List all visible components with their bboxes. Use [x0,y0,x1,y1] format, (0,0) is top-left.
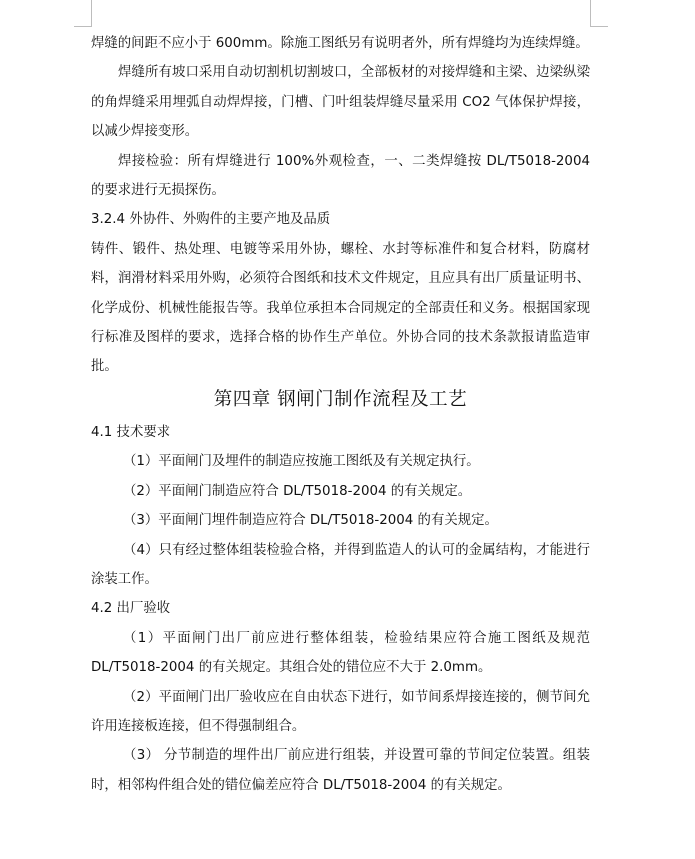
list-item: （1）平面闸门出厂前应进行整体组装，检验结果应符合施工图纸及规范 DL/T5018-2004 的有关规定。其组合处的错位应不大于 2.0mm。 [91,630,590,676]
list-item: （3）平面闸门埋件制造应符合 DL/T5018-2004 的有关规定。 [123,513,498,529]
chapter-title: 第四章 钢闸门制作流程及工艺 [213,388,468,410]
paragraph-weld-spacing: 焊缝的间距不应小于 600mm。除施工图纸另有说明者外，所有焊缝均为连续焊缝。 [91,36,589,51]
section-3-2-4-heading: 3.2.4 外协件、外购件的主要产地及品质 [91,212,331,228]
crop-mark-top-left [74,0,92,27]
crop-mark-top-right [590,0,608,27]
section-4-1-heading: 4.1 技术要求 [91,424,171,440]
list-item: （3） 分节制造的埋件出厂前应进行组装，并设置可靠的节间定位装置。组装时，相邻构件组合处的错位偏差应符合 DL/T5018-2004 的有关规定。 [91,748,590,793]
list-item: （1）平面闸门及埋件的制造应按施工图纸及有关规定执行。 [123,454,480,470]
list-item: （2）平面闸门制造应符合 DL/T5018-2004 的有关规定。 [123,483,472,499]
list-item: （4）只有经过整体组装检验合格，并得到监造人的认可的金属结构，才能进行涂装工作。 [91,542,590,587]
document-body [91,29,590,800]
paragraph-section-3-2-4: 铸件、锻件、热处理、电镀等采用外协，螺栓、水封等标准件和复合材料，防腐材料，润滑材料采用外购，必须符合图纸和技术文件规定，且应具有出厂质量证明书、化学成份、机械性能报告等。我单位承担本合同规定的全部责任和义务。根据国家现行标准及图样的要求，选择合格的协作生产单位。外协合同的技术条款报请监造审批。 [91,241,590,375]
paragraph-weld-bevel: 焊缝所有坡口采用自动切割机切割坡口，全部板材的对接焊缝和主梁、边梁纵梁的角焊缝采用埋弧自动焊焊接，门槽、门叶组装焊缝尽量采用 CO2 气体保护焊接，以减少焊接变形。 [91,65,590,140]
section-4-2-heading: 4.2 出厂验收 [91,601,171,617]
list-item: （2）平面闸门出厂验收应在自由状态下进行，如节间系焊接连接的，侧节间允许用连接板连接，但不得强制组合。 [91,689,590,734]
paragraph-weld-inspection: 焊接检验：所有焊缝进行 100%外观检查，一、二类焊缝按 DL/T5018-2004 的要求进行无损探伤。 [91,153,590,199]
